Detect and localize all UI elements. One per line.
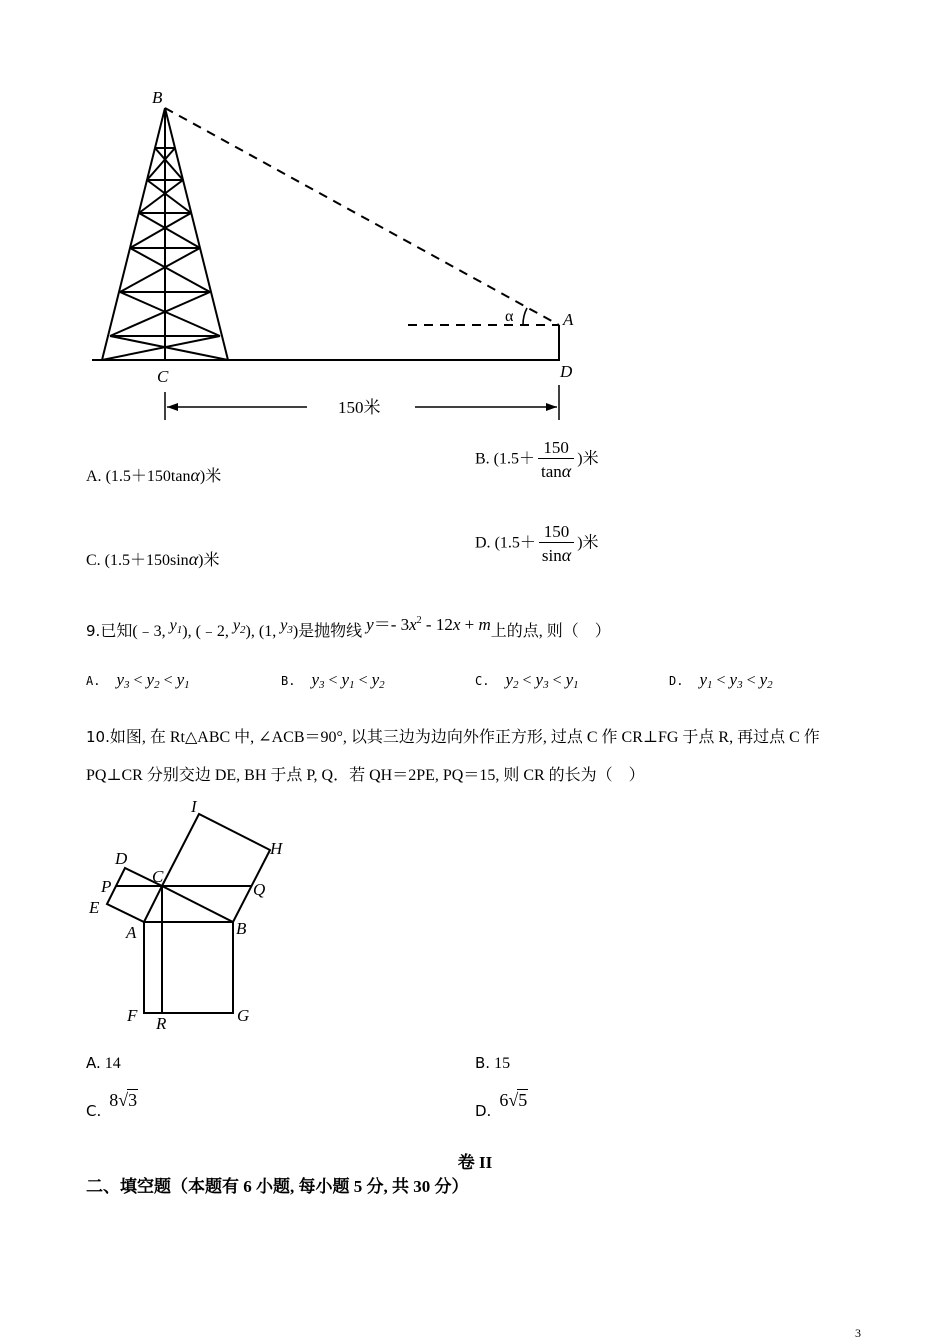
q9-y3: y3 bbox=[280, 617, 293, 636]
q10-option-d-label: D. bbox=[475, 1102, 492, 1120]
fig-label-g: G bbox=[237, 1006, 250, 1025]
q9-option-b bbox=[281, 670, 385, 690]
q9-option-c bbox=[475, 670, 579, 690]
q9-y2: y2 bbox=[232, 617, 246, 636]
q8-option-a-suffix: )米 bbox=[199, 468, 222, 485]
q9-mid2: ), (1, bbox=[245, 623, 277, 640]
q9-mid3: )是抛物线 bbox=[292, 623, 363, 640]
q10-option-d-value: 6√5 bbox=[499, 1090, 528, 1110]
q8-option-c-label: C. bbox=[86, 552, 101, 569]
fig-label-p: P bbox=[101, 877, 112, 896]
q8-option-b-suffix: )米 bbox=[577, 450, 599, 468]
tower-label-alpha: α bbox=[505, 308, 514, 325]
q9-option-d-inequality: y1 < y3 < y2 bbox=[699, 670, 773, 691]
q8-option-c-suffix: )米 bbox=[198, 552, 220, 569]
q10-line1 bbox=[86, 724, 820, 747]
sqrt-symbol: √ bbox=[508, 1090, 519, 1110]
q9-option-a-label: A. bbox=[86, 674, 101, 688]
fig-label-h: H bbox=[270, 839, 283, 858]
q9-option-a bbox=[86, 670, 190, 690]
q8-option-b bbox=[475, 437, 599, 483]
q8-option-a-prefix: (1.5＋150tan bbox=[105, 468, 191, 485]
q8-option-d bbox=[475, 521, 599, 567]
q9-option-d bbox=[669, 670, 773, 690]
fraction-denominator bbox=[538, 459, 574, 483]
sqrt-symbol: √ bbox=[118, 1090, 129, 1110]
q8-option-a bbox=[86, 463, 221, 486]
q8-option-b-fraction bbox=[538, 437, 574, 483]
q9-equation: y＝- $3x^2 - 12x + m$ bbox=[366, 615, 491, 634]
q9-option-a-inequality: y3 < y2 < y1 bbox=[116, 670, 190, 691]
fraction-denominator bbox=[539, 543, 574, 567]
fig-label-q: Q bbox=[253, 880, 266, 899]
q10-option-a-value: 14 bbox=[104, 1055, 121, 1072]
fig-label-d: D bbox=[115, 849, 128, 868]
q10-option-b-label: B. bbox=[475, 1054, 491, 1072]
q10-option-b bbox=[475, 1054, 510, 1073]
fig-label-c: C bbox=[152, 867, 164, 886]
page-number: 3 bbox=[855, 1326, 861, 1340]
q9-mid1: ), (﹣2, bbox=[182, 623, 229, 640]
q10-number: 10. bbox=[86, 728, 110, 746]
pythagoras-figure bbox=[85, 795, 300, 1035]
q8-option-c-prefix: (1.5＋150sin bbox=[104, 552, 189, 569]
q10-option-c-label: C. bbox=[86, 1102, 102, 1120]
tower-figure bbox=[85, 80, 605, 430]
fig-label-r: R bbox=[156, 1014, 167, 1033]
q8-option-c bbox=[86, 547, 219, 570]
fraction-function: sin bbox=[541, 546, 562, 566]
q8-option-d-suffix: )米 bbox=[577, 534, 599, 552]
fig-label-b: B bbox=[236, 919, 247, 938]
q9-intro: 已知(﹣3, bbox=[100, 623, 166, 640]
q10-option-c-value: 8√3 bbox=[109, 1090, 138, 1110]
q10-line2: PQ⊥CR 分别交边 DE, BH 于点 P, Q．若 QH＝2PE, PQ＝15, 则 CR 的长为（ ） bbox=[86, 767, 645, 784]
volume-title: 卷 II bbox=[457, 1153, 493, 1172]
q9-option-c-inequality: y2 < y3 < y1 bbox=[505, 670, 579, 691]
q8-option-a-label: A. bbox=[86, 468, 102, 485]
fraction-numerator: 150 bbox=[539, 521, 574, 543]
alpha-symbol: α bbox=[561, 461, 572, 482]
fig-label-e: E bbox=[89, 898, 100, 917]
fig-label-a: A bbox=[126, 923, 137, 942]
fraction-function: tan bbox=[541, 462, 562, 482]
q9-tail: 上的点, 则（ ） bbox=[490, 623, 611, 640]
q8-option-b-prefix: (1.5＋ bbox=[493, 450, 536, 468]
tower-label-a: A bbox=[563, 310, 574, 329]
tower-label-b: B bbox=[152, 88, 163, 107]
q9-question bbox=[86, 616, 611, 641]
q10-option-d bbox=[475, 1090, 528, 1120]
q8-option-d-fraction bbox=[539, 521, 574, 567]
alpha-symbol: α bbox=[188, 549, 199, 569]
tower-distance-label: 150米 bbox=[338, 398, 381, 417]
q10-option-b-value: 15 bbox=[494, 1055, 511, 1072]
fraction-numerator: 150 bbox=[538, 437, 574, 459]
q9-option-d-label: D. bbox=[669, 674, 684, 688]
q10-text-line1: 如图, 在 Rt△ABC 中, ∠ACB＝90°, 以其三边为边向外作正方形, 过点 C 作 CR⊥FG 于点 R, 再过点 C 作 bbox=[109, 729, 820, 746]
q9-option-c-label: C. bbox=[475, 674, 490, 688]
fig-label-i: I bbox=[191, 797, 197, 816]
tower-label-c: C bbox=[157, 367, 169, 386]
q9-number: 9. bbox=[86, 622, 101, 640]
tower-label-d: D bbox=[560, 362, 573, 381]
q8-option-d-label: D. bbox=[475, 534, 491, 552]
fig-label-f: F bbox=[127, 1006, 138, 1025]
q10-option-a bbox=[86, 1054, 121, 1073]
section-heading: 二、填空题（本题有 6 小题, 每小题 5 分, 共 30 分） bbox=[86, 1177, 469, 1196]
q8-option-d-prefix: (1.5＋ bbox=[494, 534, 536, 552]
alpha-symbol: α bbox=[190, 465, 200, 485]
q9-option-b-inequality: y3 < y1 < y2 bbox=[311, 670, 385, 691]
q9-option-b-label: B. bbox=[281, 674, 296, 688]
q10-option-c bbox=[86, 1090, 138, 1120]
q8-option-b-label: B. bbox=[475, 450, 490, 468]
q9-y1: y1 bbox=[169, 617, 183, 636]
q10-option-a-label: A. bbox=[86, 1054, 101, 1072]
alpha-symbol: α bbox=[561, 545, 572, 566]
